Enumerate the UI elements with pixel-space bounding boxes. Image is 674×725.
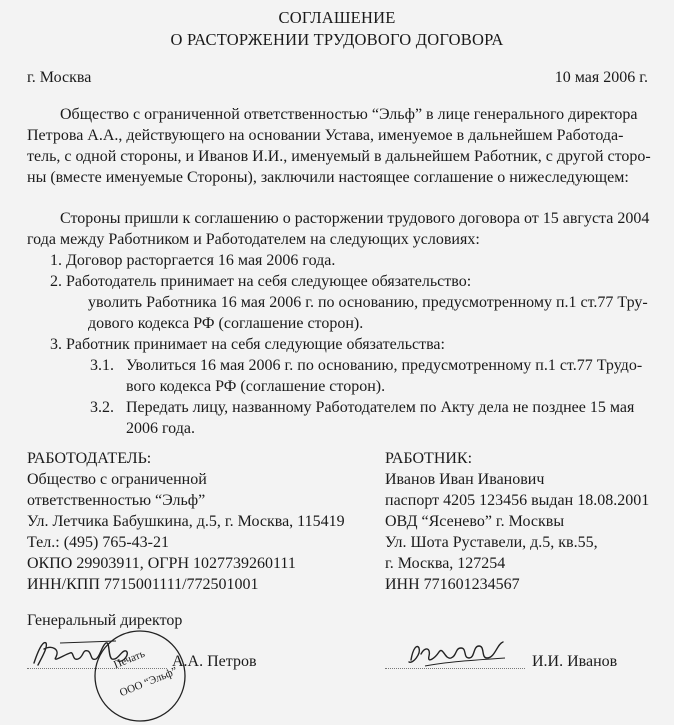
intro-line: Стороны пришли к соглашению о расторжении трудового договора от 15 августа 2004: [60, 210, 650, 227]
employer-line: Общество с ограниченной: [27, 471, 207, 488]
preamble-line: Общество с ограниченной ответственностью “Эльф” в лице генерального директора: [60, 106, 638, 123]
term-3-1-body: вого кодекса РФ (соглашение сторон).: [126, 378, 386, 395]
employer-phone: Тел.: (495) 765-43-21: [27, 534, 170, 551]
signatory-position: Генеральный директор: [27, 612, 183, 629]
intro-line: года между Работником и Работодателем на следующих условиях:: [27, 231, 480, 248]
employee-name: Иванов Иван Иванович: [385, 471, 545, 488]
preamble-line: тель, с одной стороны, и Иванов И.И., именуемый в дальнейшем Работник, с другой сторо-: [27, 148, 651, 165]
date: 10 мая 2006 г.: [554, 69, 648, 86]
employer-line: ответственностью “Эльф”: [27, 492, 206, 509]
employee-passport: паспорт 4205 123456 выдан 18.08.2001: [385, 492, 650, 509]
employee-city: г. Москва, 127254: [385, 555, 506, 572]
employee-signatory-name: И.И. Иванов: [532, 653, 618, 670]
city: г. Москва: [27, 69, 92, 86]
preamble-line: Петрова А.А., действующего на основании Устава, именуемое в дальнейшем Работода-: [27, 127, 624, 144]
term-3: 3. Работник принимает на себя следующие обязательства:: [50, 336, 445, 353]
preamble-line: ны (вместе именуемые Стороны), заключили настоящее соглашение о нижеследующем:: [27, 169, 629, 186]
document-title-line2: О РАСТОРЖЕНИИ ТРУДОВОГО ДОГОВОРА: [170, 30, 504, 49]
term-3-2-body: 2006 года.: [126, 420, 195, 437]
employee-signature: [405, 636, 515, 670]
employer-okpo-ogrn: ОКПО 29903911, ОГРН 1027739260111: [27, 555, 296, 572]
stamp-label: Печать: [112, 647, 147, 672]
employer-heading: РАБОТОДАТЕЛЬ:: [27, 450, 152, 467]
employee-address: Ул. Шота Руставели, д.5, кв.55,: [385, 534, 598, 551]
term-2-body: дового кодекса РФ (соглашение сторон).: [88, 315, 364, 332]
employer-signatory-name: А.А. Петров: [172, 653, 257, 670]
document-title-line1: СОГЛАШЕНИЕ: [278, 8, 396, 27]
term-2-body: уволить Работника 16 мая 2006 г. по основанию, предусмотренному п.1 ст.77 Тру-: [88, 294, 648, 311]
term-3-2-body: Передать лицу, названному Работодателем по Акту дела не позднее 15 мая: [126, 399, 635, 416]
employee-heading: РАБОТНИК:: [385, 450, 473, 467]
employer-address: Ул. Летчика Бабушкина, д.5, г. Москва, 115419: [27, 513, 345, 530]
term-2: 2. Работодатель принимает на себя следующее обязательство:: [50, 273, 472, 290]
stamp-company: ООО “Эльф”: [118, 665, 180, 700]
term-3-2-number: 3.2.: [90, 399, 114, 416]
term-3-1-body: Уволиться 16 мая 2006 г. по основанию, предусмотренному п.1 ст.77 Трудо-: [126, 357, 643, 374]
employer-inn-kpp: ИНН/КПП 7715001111/772501001: [27, 576, 259, 593]
term-1: 1. Договор расторгается 16 мая 2006 года.: [50, 252, 336, 269]
term-3-1-number: 3.1.: [90, 357, 114, 374]
employee-inn: ИНН 771601234567: [385, 576, 520, 593]
employee-issuer: ОВД “Ясенево” г. Москвы: [385, 513, 565, 530]
